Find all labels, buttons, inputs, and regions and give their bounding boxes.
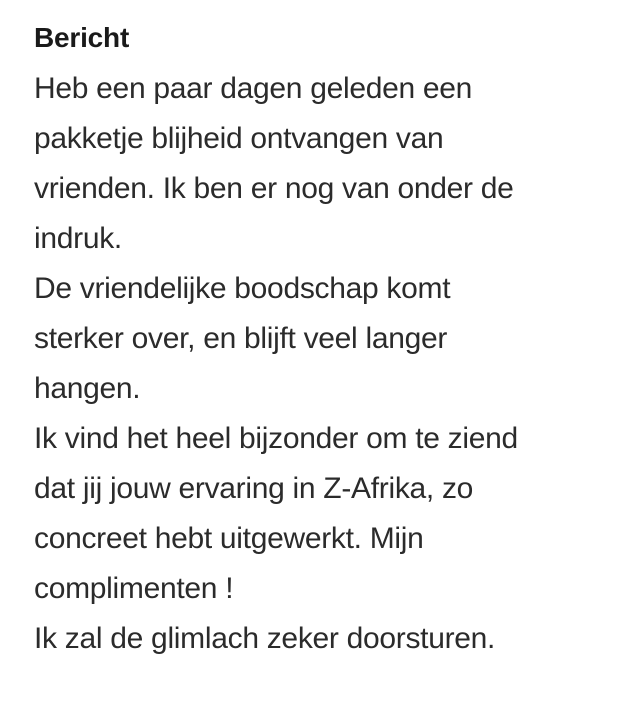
message-body xyxy=(34,64,614,664)
message-line: dat jij jouw ervaring in Z-Afrika, zo xyxy=(34,472,474,505)
message-line: complimenten ! xyxy=(34,572,234,605)
message-line: concreet hebt uitgewerkt. Mijn xyxy=(34,522,424,555)
message-line: indruk. xyxy=(34,222,122,255)
message-line: vrienden. Ik ben er nog van onder de xyxy=(34,172,514,205)
message-card xyxy=(34,18,614,664)
message-line: sterker over, en blijft veel langer xyxy=(34,322,448,355)
message-line: Heb een paar dagen geleden een xyxy=(34,72,473,105)
section-title: Bericht xyxy=(34,22,130,53)
message-line: pakketje blijheid ontvangen van xyxy=(34,122,444,155)
message-line: Ik zal de glimlach zeker doorsturen. xyxy=(34,622,496,655)
message-line: Ik vind het heel bijzonder om te ziend xyxy=(34,422,518,455)
message-line: De vriendelijke boodschap komt xyxy=(34,272,451,305)
message-line: hangen. xyxy=(34,372,141,405)
